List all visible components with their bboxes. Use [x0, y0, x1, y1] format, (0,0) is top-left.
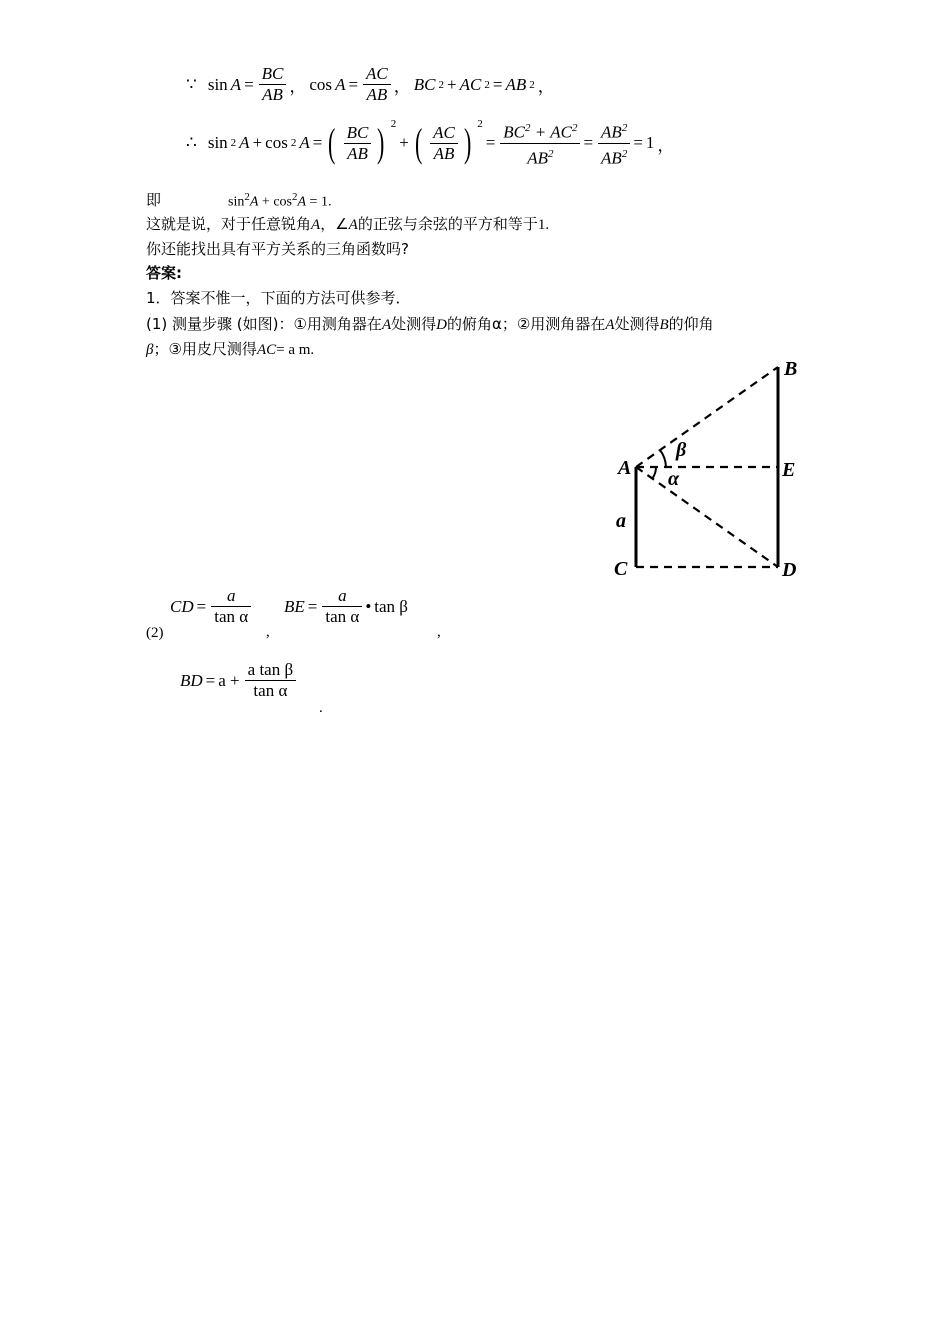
comma-1: ,: [266, 624, 270, 640]
answer-item-1: 1．答案不惟一，下面的方法可供参考．: [146, 289, 411, 307]
angle-alpha-arc: [652, 467, 656, 479]
formula-line-2: ∴ sin 2 A + cos 2 A = ( $\frac{BC}{AB}$ ) $^2$ + ( $\frac{AC}{AB}$ ) $^2$ = $\frac{BC^2 + AC^2}{AB^2}$ = $\frac{AB^2}{AB^2}$ = 1 ，: [186, 118, 675, 168]
formula-bd: BD = a + $\frac{\text{a tan β}}{\text{tan α}}$: [180, 660, 299, 701]
label-a-length: a: [616, 510, 626, 532]
because-symbol: ∵: [186, 74, 197, 94]
measurement-steps-line-1: (1) 测量步骤 (如图)：①用测角器在A处测得D的俯角α；②用测角器在A处测得B的仰角: [146, 315, 714, 333]
fraction-sum-squares: $\frac{BC^2 + AC^2}{AB^2}$: [500, 118, 580, 168]
segment-ad: [636, 467, 778, 567]
period-final: .: [319, 700, 323, 716]
statement-line: 这就是说，对于任意锐角A，∠A的正弦与余弦的平方和等于1.: [146, 215, 550, 233]
formula-cd: CD = $\frac{a}{\text{tan α}}$: [170, 586, 254, 627]
fraction-bc-ab-paren: $\frac{BC}{AB}$: [344, 123, 372, 164]
angle-beta-arc: [660, 450, 666, 467]
fraction-ac-ab: $\frac{AC}{AB}$: [363, 64, 391, 105]
label-e: E: [782, 459, 796, 481]
question-line: 你还能找出具有平方关系的三角函数吗?: [146, 240, 409, 258]
identity-expression: $\sin^2A + \cos^2A = 1$.: [228, 191, 332, 210]
part-2-label: (2): [146, 625, 164, 641]
fraction-bc-ab: $\frac{BC}{AB}$: [259, 64, 287, 105]
label-b: B: [784, 358, 798, 380]
answer-label: 答案:: [146, 264, 182, 282]
fraction-ab-ab: $\frac{AB^2}{AB^2}$: [598, 118, 630, 168]
ji-label: 即: [146, 191, 162, 209]
label-c: C: [614, 558, 628, 580]
segment-ab: [636, 367, 778, 467]
label-alpha: α: [668, 468, 680, 490]
comma-2: ,: [437, 624, 441, 640]
measurement-steps-line-2: β；③用皮尺测得AC= a m.: [146, 340, 315, 358]
therefore-symbol: ∴: [186, 133, 197, 153]
label-beta: β: [676, 439, 687, 461]
label-a-point: A: [618, 457, 632, 479]
measurement-diagram: [600, 352, 820, 588]
fraction-ac-ab-paren: $\frac{AC}{AB}$: [430, 123, 458, 164]
formula-line-1: ∵ sin A = $\frac{BC}{AB}$ ， cos A = $\frac{AC}{AB}$ ， BC 2 + AC 2 = AB 2 ，: [186, 64, 555, 104]
label-d: D: [782, 559, 797, 581]
formula-be: BE = $\frac{a}{\text{tan α}}$ • tan β: [284, 586, 408, 626]
